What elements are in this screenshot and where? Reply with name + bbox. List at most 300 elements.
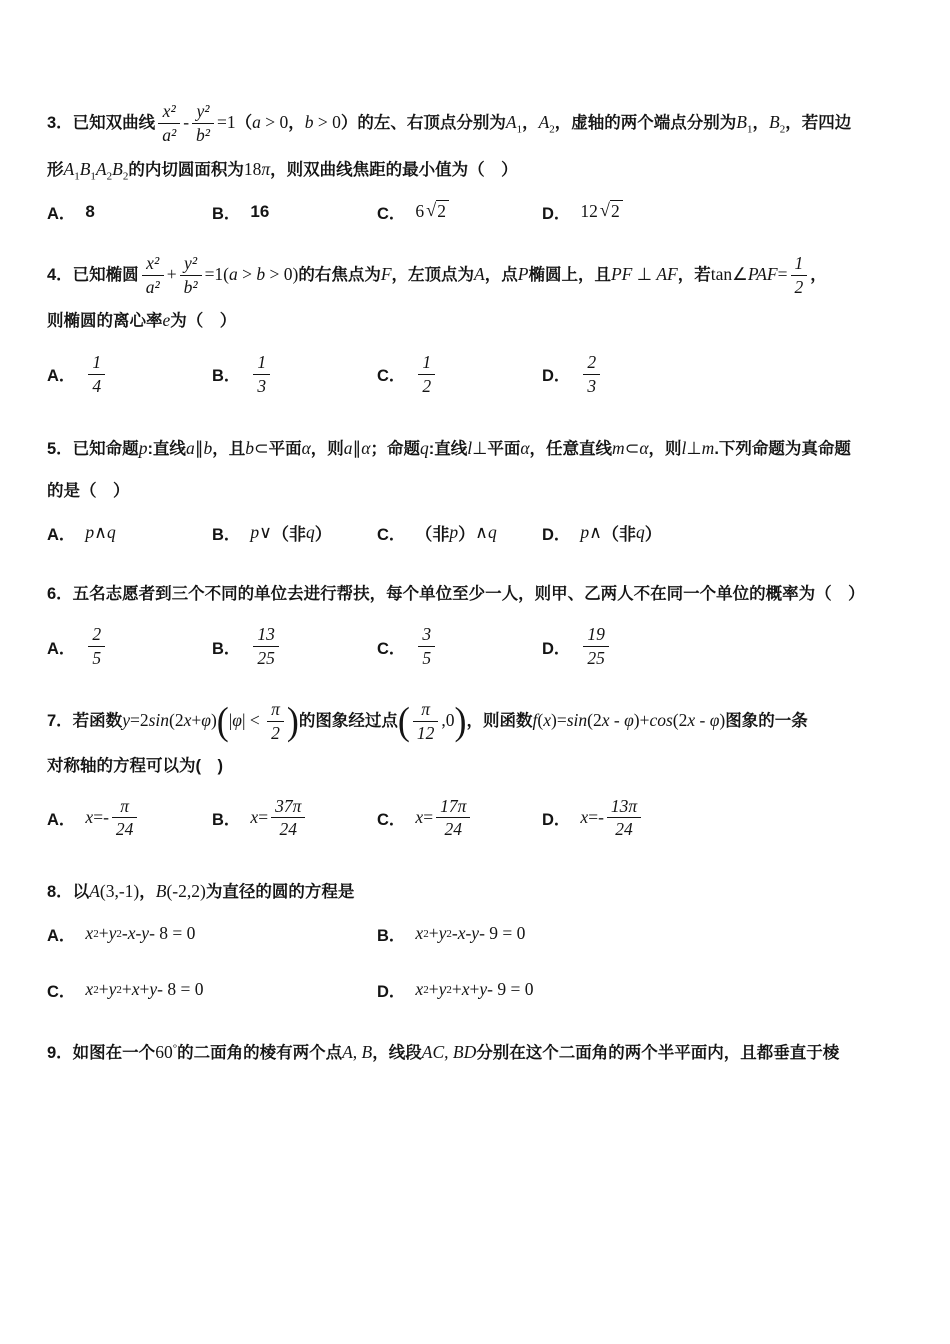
fraction-numerator: 1 xyxy=(253,351,270,375)
text-run: 则椭圆的离心率 xyxy=(47,312,163,331)
option-body xyxy=(85,795,140,842)
text-run: 16 xyxy=(250,201,270,221)
text-run: 平面 xyxy=(487,439,521,458)
math-op: - 8 = 0 xyxy=(149,923,196,944)
question-7 xyxy=(47,698,908,841)
subscript: 2 xyxy=(549,123,555,136)
math-var: a xyxy=(185,437,195,458)
option-body xyxy=(85,202,94,222)
option-body xyxy=(250,351,273,398)
option-D xyxy=(542,351,908,398)
fraction-denominator: 4 xyxy=(92,375,102,396)
option-body xyxy=(415,979,533,1000)
fraction-numerator: 13π xyxy=(607,795,641,819)
math-op: + xyxy=(469,979,480,1000)
fraction-denominator: 24 xyxy=(115,819,134,840)
option-body xyxy=(580,623,612,670)
option-label: A． xyxy=(47,367,76,386)
math-op: (2 xyxy=(672,709,688,730)
math-op: > 0 xyxy=(313,112,341,132)
option-B xyxy=(212,795,377,842)
fraction-numerator: 1 xyxy=(791,252,808,276)
fraction xyxy=(418,351,435,398)
fraction-numerator: 37π xyxy=(271,795,305,819)
math-var: l xyxy=(467,437,473,458)
math-var: A xyxy=(505,112,517,132)
fraction-denominator: 2 xyxy=(794,276,804,297)
question-text xyxy=(47,869,908,914)
math-var: m xyxy=(701,437,715,458)
superscript: 2 xyxy=(446,927,452,940)
option-label: B． xyxy=(212,525,241,544)
text-run: ） xyxy=(314,525,332,545)
math-op: + xyxy=(139,979,150,1000)
text-run: 对称轴的方程可以为( ) xyxy=(47,756,223,775)
superscript: 2 xyxy=(93,927,99,940)
math-op: , xyxy=(352,1041,362,1062)
math-var: y xyxy=(471,923,480,944)
math-var: x xyxy=(131,979,140,1000)
math-var: α xyxy=(361,437,371,458)
text-run: 的图象经过点 xyxy=(298,711,398,730)
math-var: p xyxy=(449,522,459,543)
math-var: y xyxy=(122,709,130,730)
option-A xyxy=(47,795,212,842)
math-op: = xyxy=(777,263,788,284)
option-label: B． xyxy=(212,810,241,829)
math-var: x xyxy=(85,979,94,1000)
subscript: 1 xyxy=(90,170,96,183)
text-run: .下列命题为真命题 xyxy=(714,439,851,458)
math-var: q xyxy=(487,522,497,543)
math-op: =1 xyxy=(217,112,236,132)
math-op: ) xyxy=(210,709,217,730)
option-body xyxy=(415,923,525,944)
text-run: （非 xyxy=(415,525,450,545)
math-op: ∧ xyxy=(94,522,107,543)
question-3 xyxy=(47,100,908,224)
math-var: A xyxy=(538,112,550,132)
math-var: x xyxy=(415,807,424,828)
math-var: PF xyxy=(610,263,633,284)
fraction-denominator: b² xyxy=(196,125,211,146)
math-op: + xyxy=(428,923,439,944)
options-row xyxy=(47,351,908,398)
text-run: （非 xyxy=(271,525,306,545)
questions-container xyxy=(47,100,908,1074)
option-label: D． xyxy=(542,204,571,223)
fraction-denominator: 5 xyxy=(422,648,432,669)
fraction-denominator: 24 xyxy=(615,819,633,840)
fraction-denominator: 24 xyxy=(279,819,297,840)
option-body xyxy=(415,351,438,398)
big-paren: ( xyxy=(397,699,410,744)
fraction-numerator: 1 xyxy=(88,351,105,375)
option-C xyxy=(377,200,542,224)
option-body xyxy=(250,795,308,842)
big-paren: ) xyxy=(286,699,299,744)
text-run: 为（ ） xyxy=(170,312,237,331)
fraction-denominator: 2 xyxy=(271,722,280,743)
math-var: b xyxy=(203,437,213,458)
math-var: x xyxy=(461,979,470,1000)
math-op: + xyxy=(191,709,202,730)
math-var: a xyxy=(343,437,353,458)
math-var: F xyxy=(380,263,392,284)
fraction xyxy=(253,623,279,670)
math-op: (2 xyxy=(169,709,184,730)
option-D xyxy=(377,978,908,1002)
math-var: q xyxy=(305,522,315,543)
math-op: - 9 = 0 xyxy=(479,923,526,944)
fraction-denominator: 2 xyxy=(422,375,432,396)
option-body xyxy=(250,623,282,670)
option-label: B． xyxy=(212,204,241,223)
math-op: ∥ xyxy=(194,437,204,458)
fraction xyxy=(271,795,305,842)
math-op: ,0 xyxy=(441,709,455,730)
fraction-denominator: 24 xyxy=(444,819,462,840)
text-run: 的内切圆面积为 xyxy=(128,160,244,179)
math-var: y xyxy=(479,979,488,1000)
math-op: tan∠ xyxy=(710,263,748,284)
math-op: 18 xyxy=(243,158,262,179)
question-text xyxy=(47,100,908,192)
math-var: B xyxy=(361,1041,373,1062)
text-run: ，则 xyxy=(648,439,682,458)
text-run: 4．已知椭圆 xyxy=(47,265,139,284)
option-body xyxy=(85,979,203,1000)
math-var: AC xyxy=(421,1041,445,1062)
option-B xyxy=(212,351,377,398)
option-A xyxy=(47,200,212,224)
option-label: D． xyxy=(542,810,571,829)
math-op: + xyxy=(98,923,109,944)
math-op: ⊂ xyxy=(253,437,269,458)
option-B xyxy=(212,520,377,545)
math-var: f xyxy=(532,709,538,730)
fraction-denominator: 3 xyxy=(257,375,267,396)
option-body xyxy=(580,795,644,842)
math-var: x xyxy=(415,923,424,944)
fraction xyxy=(418,623,435,670)
superscript: 2 xyxy=(446,983,452,996)
math-op: > xyxy=(237,263,257,284)
fraction-numerator: π xyxy=(267,698,284,722)
text-run: 的右焦点为 xyxy=(298,265,381,284)
fraction-numerator: 2 xyxy=(88,623,105,647)
math-op: ∧ xyxy=(589,522,602,543)
option-label: C． xyxy=(377,525,406,544)
math-op: - 8 = 0 xyxy=(157,979,204,1000)
fraction-denominator: a² xyxy=(162,125,177,146)
math-var: sin xyxy=(566,709,588,730)
option-label: C． xyxy=(377,810,406,829)
math-var: PAF xyxy=(747,263,778,284)
text-run: 5．已知命题 xyxy=(47,439,139,458)
math-var: x xyxy=(183,709,192,730)
question-5 xyxy=(47,426,908,546)
math-var: b xyxy=(304,112,314,132)
math-var: A xyxy=(63,158,75,179)
math-var: φ xyxy=(624,709,634,730)
fraction-denominator: 5 xyxy=(92,648,102,669)
option-label: B． xyxy=(212,639,241,658)
fraction xyxy=(112,795,138,842)
text-run: ，若 xyxy=(677,265,711,284)
options-row xyxy=(47,623,908,670)
fraction xyxy=(180,252,202,299)
math-var: l xyxy=(681,437,687,458)
math-op: 60 xyxy=(155,1041,173,1062)
fraction xyxy=(142,252,164,299)
math-op: ∧ xyxy=(475,522,488,543)
radical-sign: √ xyxy=(599,200,610,221)
fraction xyxy=(607,795,641,842)
text-run: ） xyxy=(458,525,476,545)
fraction-denominator: 3 xyxy=(587,375,597,396)
math-var: BD xyxy=(452,1041,477,1062)
math-var: y xyxy=(141,923,150,944)
math-op: ∥ xyxy=(352,437,362,458)
math-op: - xyxy=(135,923,142,944)
fraction xyxy=(791,252,808,299)
math-var: e xyxy=(162,310,171,331)
fraction-numerator: 3 xyxy=(418,623,435,647)
math-var: A xyxy=(89,881,100,902)
math-op: > 0) xyxy=(265,263,299,284)
text-run: ，点 xyxy=(484,265,518,284)
option-A xyxy=(47,351,212,398)
math-var: B xyxy=(736,112,747,132)
text-run: 7．若函数 xyxy=(47,711,123,730)
text-run: 平面 xyxy=(268,439,302,458)
option-label: A． xyxy=(47,926,76,945)
text-run: 图象的一条 xyxy=(725,711,808,730)
math-var: AF xyxy=(656,263,678,284)
option-B xyxy=(212,623,377,670)
math-op: ⊥ xyxy=(686,437,702,458)
math-var: α xyxy=(301,437,311,458)
math-var: q xyxy=(419,437,429,458)
fraction-numerator: 2 xyxy=(583,351,600,375)
text-run: ，线段 xyxy=(372,1043,422,1062)
math-var: α xyxy=(639,437,649,458)
fraction xyxy=(88,623,105,670)
math-var: q xyxy=(635,522,645,543)
question-text xyxy=(47,1030,908,1075)
math-var: y xyxy=(438,979,447,1000)
option-body xyxy=(415,623,438,670)
text-run: ， xyxy=(752,114,769,132)
math-var: x xyxy=(687,709,696,730)
math-var: a xyxy=(252,112,261,132)
math-var: m xyxy=(612,437,625,458)
option-body xyxy=(580,351,603,398)
option-label: A． xyxy=(47,810,76,829)
fraction xyxy=(583,351,600,398)
math-op: = xyxy=(258,807,269,828)
math-op: | xyxy=(228,709,233,730)
superscript: 2 xyxy=(93,983,99,996)
radical-sign: √ xyxy=(426,200,437,221)
option-body xyxy=(250,520,331,545)
option-body xyxy=(580,200,622,223)
fraction-denominator: 12 xyxy=(416,722,435,743)
text-run: ，则 xyxy=(310,439,344,458)
math-var: A xyxy=(342,1041,353,1062)
text-run: ，任意直线 xyxy=(529,439,613,458)
option-label: A． xyxy=(47,204,76,223)
text-run: 8．以 xyxy=(47,883,90,902)
option-label: C． xyxy=(377,639,406,658)
subscript: 1 xyxy=(74,170,80,183)
fraction-numerator: x² xyxy=(158,100,180,124)
text-run: ， xyxy=(810,265,827,284)
question-text xyxy=(47,252,908,344)
option-label: D． xyxy=(377,982,406,1001)
text-run: :直线 xyxy=(147,439,186,458)
option-B xyxy=(377,922,908,946)
fraction-denominator: b² xyxy=(183,276,198,297)
math-op: ⊂ xyxy=(624,437,640,458)
text-run: ， xyxy=(139,883,156,902)
math-var: p xyxy=(250,522,260,543)
option-D xyxy=(542,520,908,545)
math-op: 12 xyxy=(580,201,598,222)
subscript: 2 xyxy=(779,123,786,136)
text-run: :直线 xyxy=(428,439,468,458)
text-run: ，则双曲线焦距的最小值为（ ） xyxy=(270,160,518,179)
math-var: A xyxy=(95,158,107,179)
option-A xyxy=(47,521,212,545)
fraction-numerator: 13 xyxy=(253,623,279,647)
text-run: 的二面角的棱有两个点 xyxy=(177,1043,343,1062)
option-label: D． xyxy=(542,367,571,386)
fraction xyxy=(253,351,270,398)
fraction xyxy=(413,698,439,745)
options-row xyxy=(47,200,908,224)
math-var: A xyxy=(474,263,485,284)
options-row xyxy=(47,795,908,842)
options-row xyxy=(47,520,908,545)
text-run: 3．已知双曲线 xyxy=(47,114,156,132)
math-op: - xyxy=(609,709,625,730)
math-op: - xyxy=(183,112,190,132)
question-9 xyxy=(47,1030,908,1075)
math-op: =2 xyxy=(129,709,149,730)
math-op: - xyxy=(451,923,458,944)
math-var: p xyxy=(138,437,148,458)
option-D xyxy=(542,623,908,670)
text-run: 分别在这个二面角的两个半平面内，且都垂直于棱 xyxy=(476,1043,840,1062)
math-op: (3,-1) xyxy=(99,881,140,902)
question-text xyxy=(47,573,908,615)
option-A xyxy=(47,623,212,670)
math-var: α xyxy=(520,437,530,458)
subscript: 1 xyxy=(516,123,523,136)
math-op: (-2,2) xyxy=(166,881,206,902)
math-op: + xyxy=(98,979,109,1000)
text-run: 为直径的圆的方程是 xyxy=(205,883,355,902)
math-var: x xyxy=(457,923,466,944)
option-body xyxy=(250,202,269,222)
option-body xyxy=(415,520,496,545)
math-var: φ xyxy=(232,709,242,730)
math-var: P xyxy=(517,263,529,284)
math-op: - 9 = 0 xyxy=(487,979,534,1000)
option-body xyxy=(85,623,108,670)
text-run: 的是（ ） xyxy=(47,482,130,501)
math-var: q xyxy=(106,522,116,543)
text-run: ） xyxy=(644,525,662,545)
text-run: （ xyxy=(235,114,253,132)
math-op: )+ xyxy=(633,709,650,730)
text-run: 椭圆上，且 xyxy=(528,265,611,284)
option-body xyxy=(85,351,108,398)
math-var: b xyxy=(256,263,266,284)
math-var: φ xyxy=(201,709,211,730)
fraction-denominator: 25 xyxy=(257,648,275,669)
fraction-numerator: y² xyxy=(192,100,214,124)
math-var: π xyxy=(261,158,271,179)
fraction-denominator: a² xyxy=(145,276,160,297)
math-op: + xyxy=(428,979,439,1000)
math-var: y xyxy=(108,923,117,944)
radical xyxy=(426,200,449,223)
math-var: x xyxy=(543,709,551,730)
text-run: ，则函数 xyxy=(466,711,533,730)
math-var: y xyxy=(149,979,158,1000)
subscript: 1 xyxy=(747,123,753,136)
math-var: p xyxy=(580,522,590,543)
math-op: ⊥ xyxy=(472,437,488,458)
math-var: x xyxy=(415,979,424,1000)
option-C xyxy=(377,623,542,670)
text-run: ，左顶点为 xyxy=(391,265,475,284)
text-run: ， xyxy=(288,114,305,132)
math-op: ∨ xyxy=(259,522,272,543)
fraction-numerator: π xyxy=(413,698,439,722)
math-var: b xyxy=(245,437,254,458)
math-var: p xyxy=(85,522,95,543)
math-op: > 0 xyxy=(260,112,289,132)
math-op: - xyxy=(121,923,128,944)
radicand: 2 xyxy=(610,200,623,223)
fraction-numerator: y² xyxy=(180,252,202,276)
option-label: A． xyxy=(47,525,76,544)
question-8 xyxy=(47,869,908,1002)
math-op: ) xyxy=(719,709,726,730)
math-op: =1( xyxy=(204,263,230,284)
option-label: C． xyxy=(47,982,76,1001)
math-op: + xyxy=(121,979,132,1000)
math-var: x xyxy=(85,923,94,944)
math-var: x xyxy=(127,923,136,944)
math-var: y xyxy=(438,923,447,944)
options-row xyxy=(47,922,908,1002)
option-label: C． xyxy=(377,204,406,223)
math-op: (2 xyxy=(587,709,602,730)
option-B xyxy=(212,200,377,224)
option-D xyxy=(542,200,908,224)
option-label: A． xyxy=(47,639,76,658)
fraction-numerator: x² xyxy=(142,252,164,276)
math-op: 6 xyxy=(415,201,425,222)
question-4 xyxy=(47,252,908,398)
fraction-numerator: 17π xyxy=(436,795,470,819)
math-var: φ xyxy=(709,709,720,730)
